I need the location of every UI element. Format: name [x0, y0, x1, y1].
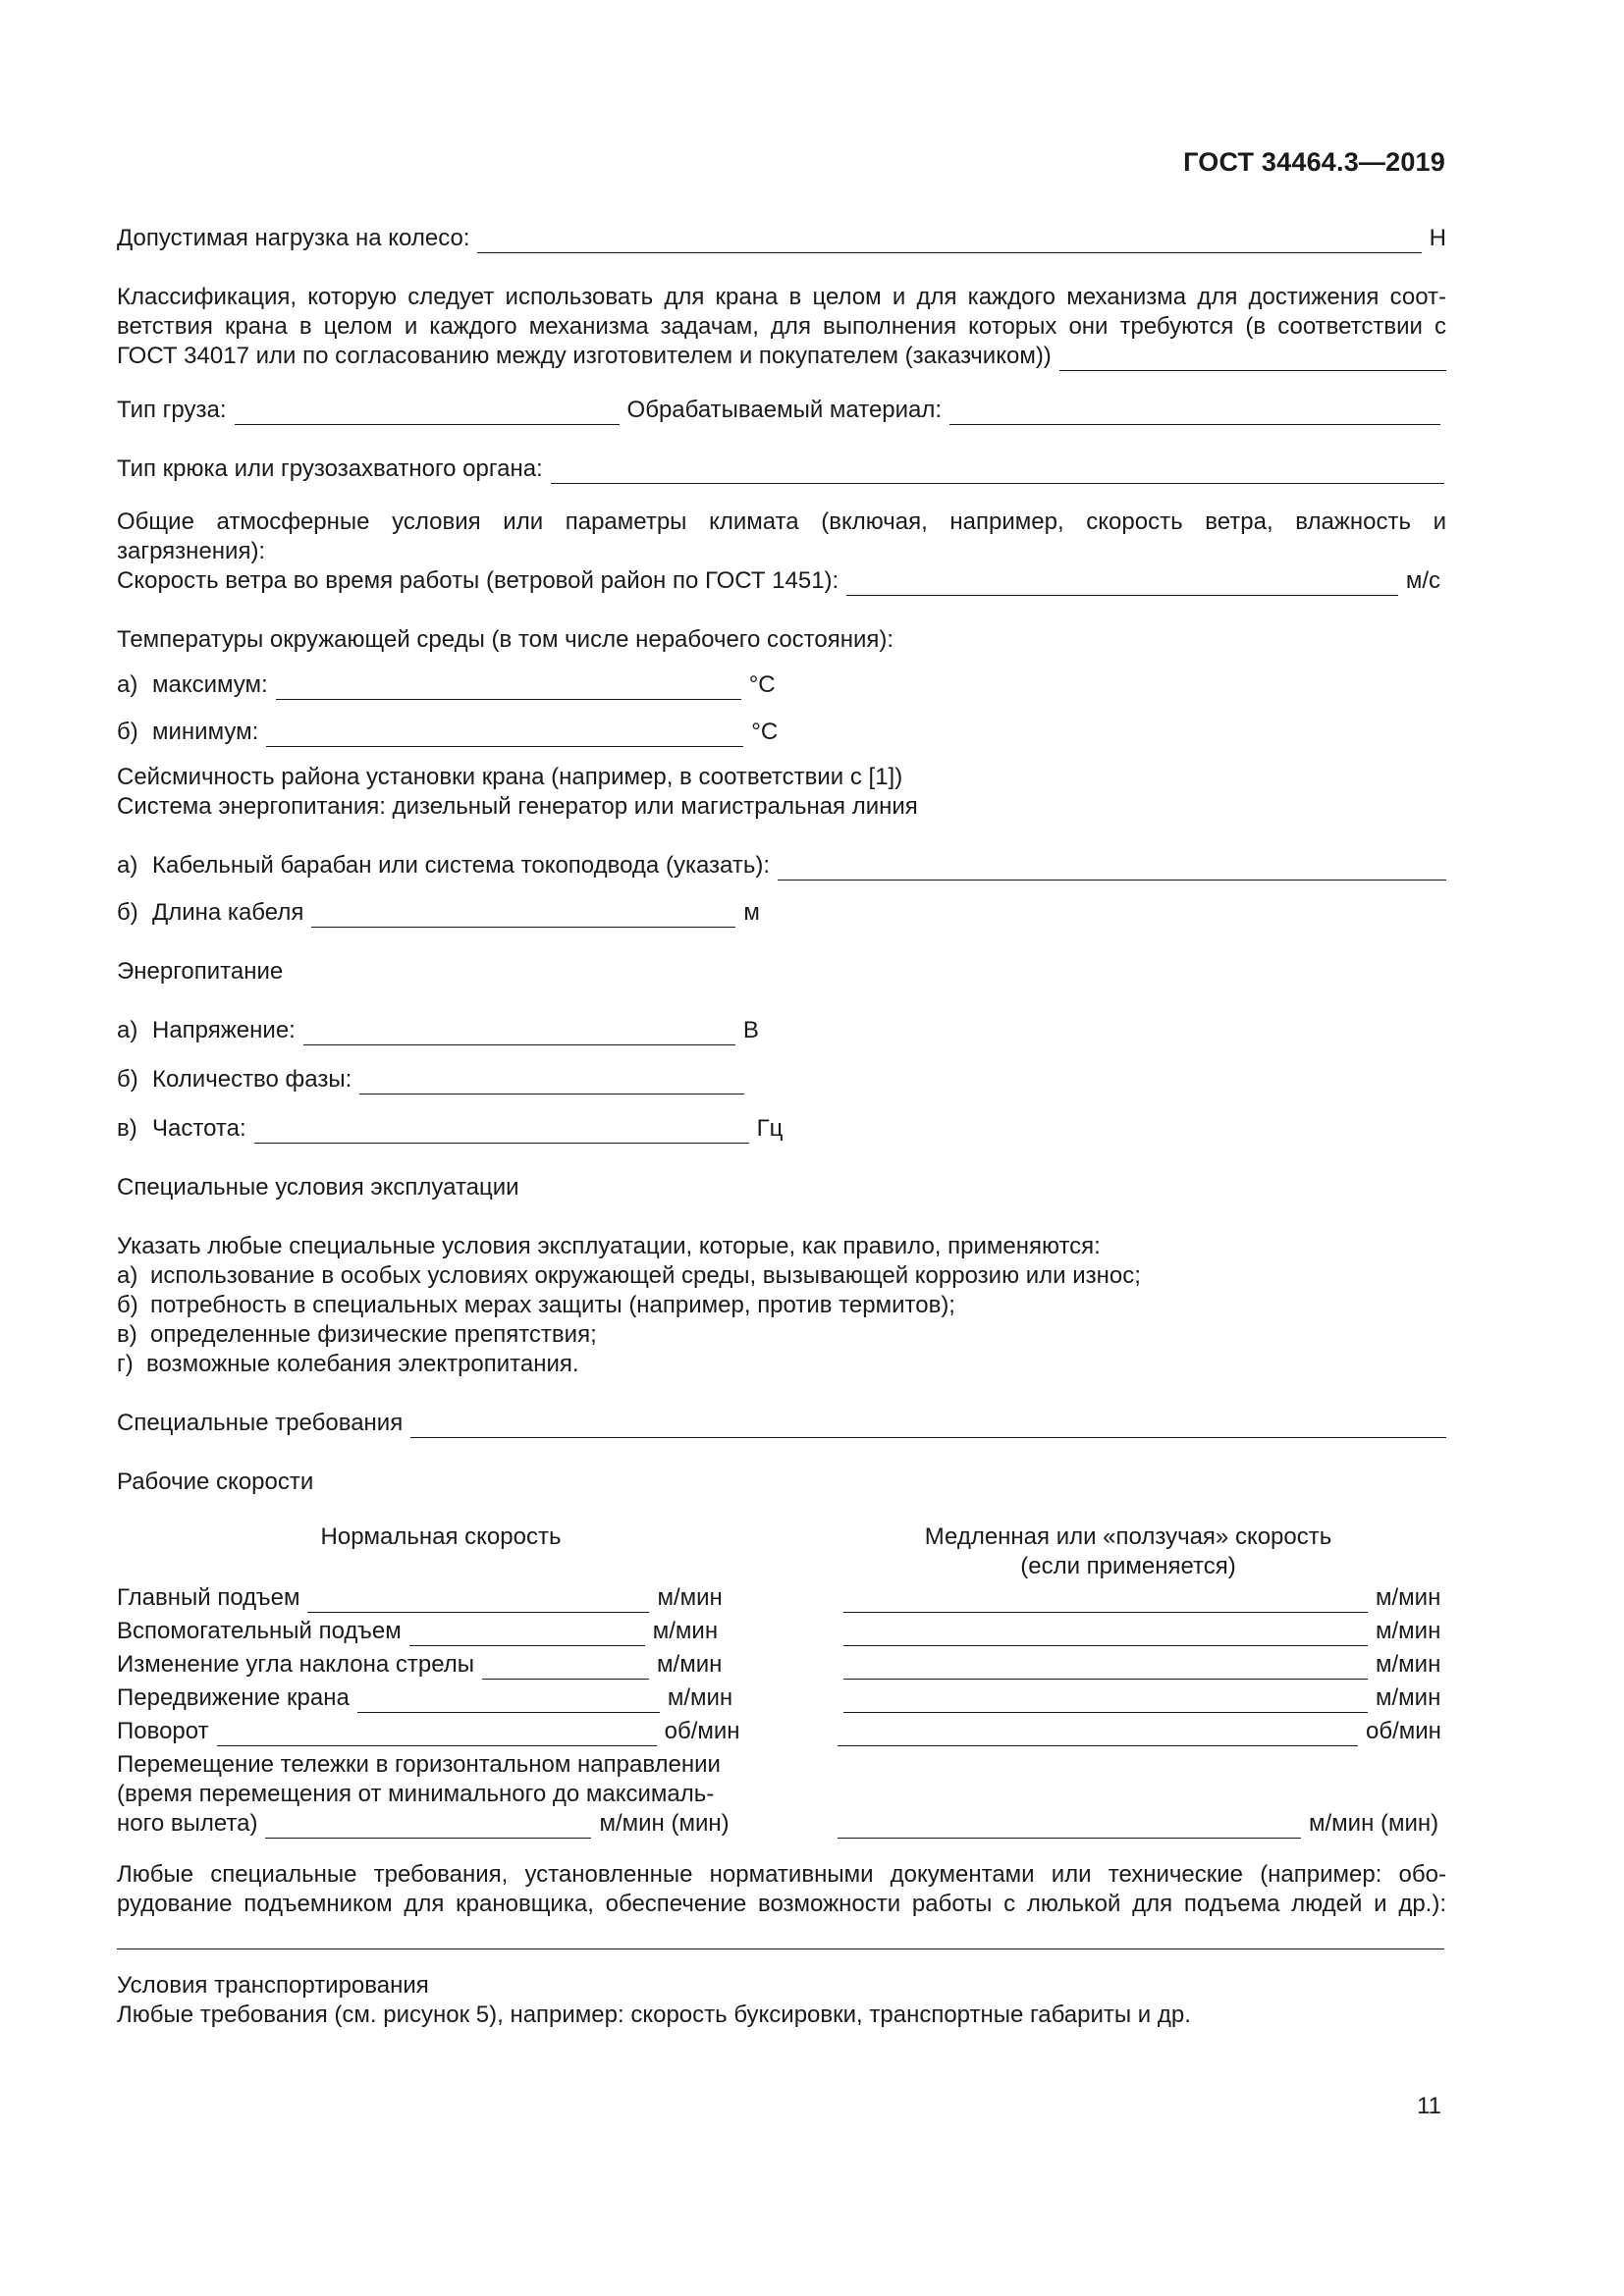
temp-min-field[interactable] [266, 724, 743, 747]
atmosphere-block [117, 507, 1446, 596]
wind-unit: м/с [1405, 567, 1440, 594]
cable-label: Кабельный барабан или система токоподвода (указать): [152, 852, 771, 879]
classification-line-3-row [117, 342, 1446, 371]
frequency-unit: Гц [756, 1115, 784, 1142]
seismic-text: Сейсмичность района установки крана (например, в соответствии с [1]) [117, 764, 903, 790]
other-requirements-block [117, 1860, 1446, 1949]
transport-title: Условия транспортирования [117, 1972, 429, 1999]
frequency-mark: в) [117, 1115, 137, 1142]
wheel-load-row [117, 224, 1446, 253]
slewing-speed-field[interactable] [217, 1724, 657, 1746]
cable-field[interactable] [778, 858, 1446, 881]
other-requirements-line-2: рудование подъемником для крановщика, обеспечение возможности работы с люлькой для подъема людей и др.): [117, 1891, 1446, 1917]
temp-max-field[interactable] [276, 677, 741, 700]
slow-crane-travel-field[interactable] [843, 1690, 1368, 1713]
power-supply-title: Энергопитание [117, 958, 284, 985]
form-content [117, 224, 1446, 2030]
slow-speed-header-line-1: Медленная или «ползучая» скорость [924, 1523, 1332, 1550]
slow-main-hoist-field[interactable] [843, 1590, 1368, 1613]
wind-row [117, 566, 1446, 596]
list-item: г) возможные колебания электропитания. [117, 1351, 579, 1377]
material-label: Обрабатываемый материал: [626, 397, 943, 423]
other-requirements-field[interactable] [117, 1919, 1444, 1949]
speeds-title: Рабочие скорости [117, 1468, 314, 1495]
phase-field[interactable] [359, 1072, 744, 1095]
special-requirements-label: Специальные требования [117, 1410, 404, 1436]
slow-speed-row: м/мин [843, 1617, 1440, 1646]
speed-row-trolley: Перемещение тележки в горизонтальном направлении (время перемещения от минимального до максималь- ного вылета) м/мин (мин) [117, 1751, 730, 1837]
cable-length-mark: б) [117, 899, 138, 926]
slow-boom-luffing-field[interactable] [843, 1657, 1368, 1680]
speed-row-boom-luffing: Изменение угла наклона стрелы м/мин [117, 1651, 723, 1678]
speed-row-slewing: Поворот об/мин [117, 1718, 740, 1744]
boom-luffing-speed-field[interactable] [482, 1657, 649, 1680]
phase-mark: б) [117, 1066, 138, 1093]
special-conditions-intro: Указать любые специальные условия эксплуатации, которые, как правило, применяются: [117, 1233, 1101, 1259]
slow-aux-hoist-field[interactable] [843, 1624, 1368, 1646]
load-type-label: Тип груза: [117, 397, 227, 423]
temp-max-mark: а) [117, 671, 138, 698]
voltage-field[interactable] [303, 1023, 735, 1045]
cable-length-row [117, 898, 1446, 928]
cable-mark: а) [117, 852, 138, 879]
speed-row-aux-hoist: Вспомогательный подъем м/мин [117, 1618, 719, 1644]
load-type-field[interactable] [235, 402, 620, 425]
voltage-label: Напряжение: [152, 1017, 296, 1043]
load-type-row [117, 396, 1446, 425]
special-requirements-field[interactable] [410, 1415, 1446, 1438]
classification-line-1: Классификация, которую следует использовать для крана в целом и для каждого механизма для достижения соот- [117, 284, 1446, 310]
material-field[interactable] [949, 402, 1440, 425]
voltage-row [117, 1016, 1446, 1045]
temp-min-mark: б) [117, 719, 138, 745]
hook-type-field[interactable] [551, 461, 1444, 484]
slow-speed-row: м/мин (мин) [838, 1809, 1438, 1839]
main-hoist-speed-field[interactable] [307, 1590, 649, 1613]
slow-speed-row: м/мин [843, 1583, 1440, 1613]
temp-min-unit: °С [751, 719, 779, 745]
special-requirements-row [117, 1409, 1446, 1438]
temp-max-row [117, 670, 1446, 700]
list-item: б) потребность в специальных мерах защиты (например, против термитов); [117, 1292, 955, 1318]
slow-speed-row: об/мин [838, 1717, 1441, 1746]
voltage-unit: В [742, 1017, 759, 1043]
cable-length-field[interactable] [311, 905, 735, 928]
slow-speed-row: м/мин [843, 1650, 1440, 1680]
speeds-table [117, 1522, 1446, 1837]
classification-line-3: ГОСТ 34017 или по согласованию между изготовителем и покупателем (заказчиком)) [117, 343, 1052, 369]
cable-row [117, 851, 1446, 881]
wind-label: Скорость ветра во время работы (ветровой район по ГОСТ 1451): [117, 567, 839, 594]
classification-field[interactable] [1059, 348, 1446, 371]
temp-min-row [117, 718, 1446, 747]
crane-travel-speed-field[interactable] [357, 1690, 660, 1713]
atmosphere-line-1: Общие атмосферные условия или параметры климата (включая, например, скорость ветра, влажность и [117, 508, 1446, 535]
temp-max-unit: °С [748, 671, 776, 698]
slow-speed-row: м/мин [843, 1683, 1440, 1713]
wheel-load-field[interactable] [477, 231, 1421, 253]
trolley-speed-field[interactable] [265, 1816, 591, 1839]
page-number: 11 [1417, 2093, 1441, 2119]
slow-speed-header-line-2: (если применяется) [1020, 1553, 1236, 1579]
document-code: ГОСТ 34464.3—2019 [1183, 147, 1445, 177]
temp-min-label: минимум: [152, 719, 259, 745]
list-item: в) определенные физические препятствия; [117, 1321, 597, 1348]
frequency-row [117, 1114, 1446, 1144]
atmosphere-line-2: загрязнения): [117, 538, 266, 564]
hook-type-label: Тип крюка или грузозахватного органа: [117, 455, 543, 482]
hook-type-row [117, 454, 1446, 484]
other-requirements-line-1: Любые специальные требования, установленные нормативными документами или технические (например: обо- [117, 1861, 1446, 1888]
phase-row [117, 1065, 1446, 1095]
slow-speed-header [883, 1522, 1374, 1581]
wheel-load-unit: Н [1429, 225, 1446, 251]
phase-label: Количество фазы: [152, 1066, 352, 1093]
frequency-field[interactable] [254, 1121, 749, 1144]
slow-trolley-field[interactable] [838, 1816, 1301, 1839]
speed-row-main-hoist: Главный подъем м/мин [117, 1584, 723, 1611]
slow-slewing-field[interactable] [838, 1724, 1358, 1746]
aux-hoist-speed-field[interactable] [409, 1624, 645, 1646]
wheel-load-label: Допустимая нагрузка на колесо: [117, 225, 470, 251]
special-conditions-title: Специальные условия эксплуатации [117, 1174, 519, 1201]
transport-text: Любые требования (см. рисунок 5), например: скорость буксировки, транспортные габариты и др. [117, 2002, 1191, 2028]
temp-max-label: максимум: [152, 671, 268, 698]
classification-block [117, 283, 1446, 371]
special-conditions-list [117, 1261, 1446, 1379]
speed-row-crane-travel: Передвижение крана м/мин [117, 1684, 733, 1711]
temperature-title: Температуры окружающей среды (в том числе нерабочего состояния): [117, 626, 894, 653]
frequency-label: Частота: [152, 1115, 246, 1142]
voltage-mark: а) [117, 1017, 138, 1043]
normal-speed-header: Нормальная скорость [320, 1523, 562, 1550]
wind-field[interactable] [846, 573, 1398, 596]
list-item: а) использование в особых условиях окружающей среды, вызывающей коррозию или износ; [117, 1262, 1141, 1289]
cable-length-unit: м [743, 899, 760, 926]
cable-length-label: Длина кабеля [152, 899, 304, 926]
classification-line-2: ветствия крана в целом и каждого механизма задачам, для выполнения которых они требуются (в соответствии с [117, 313, 1446, 340]
power-system-text: Система энергопитания: дизельный генератор или магистральная линия [117, 793, 918, 820]
